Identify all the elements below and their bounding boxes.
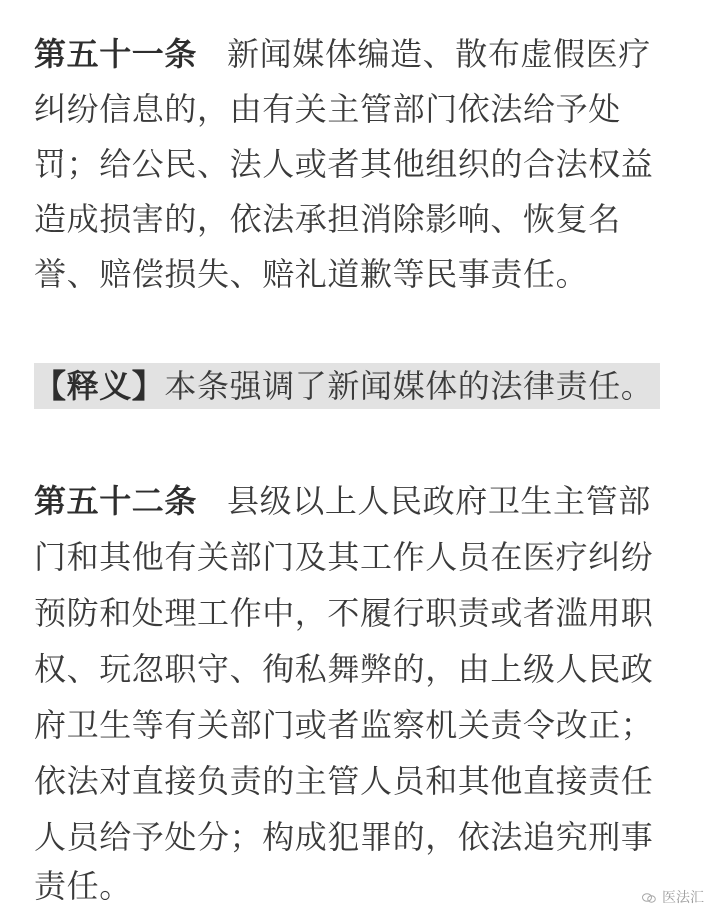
article-51-line-1 — [34, 34, 651, 74]
article-52-line-3: 预防和处理工作中，不履行职责或者滥用职 — [34, 594, 654, 632]
article-51-line-4: 造成损害的，依法承担消除影响、恢复名 — [34, 200, 621, 238]
interpretation-text: 本条强调了新闻媒体的法律责任。 — [164, 367, 654, 405]
article-51-text: 新闻媒体编造、散布虚假医疗 — [227, 35, 651, 73]
article-52-number: 第五十二条 — [34, 482, 198, 520]
article-52-text: 县级以上人民政府卫生主管部 — [227, 482, 651, 520]
wechat-icon — [642, 893, 656, 903]
article-51-line-5: 誉、赔偿损失、赔礼道歉等民事责任。 — [34, 255, 589, 293]
article-52-line-8: 责任。 — [34, 867, 132, 905]
watermark — [642, 890, 704, 906]
article-51-line-2: 纠纷信息的，由有关主管部门依法给予处 — [34, 90, 621, 128]
interpretation-line — [34, 366, 653, 406]
watermark-text: 医法汇 — [662, 890, 704, 906]
article-52-line-1 — [34, 481, 651, 521]
article-51-number: 第五十一条 — [34, 35, 198, 73]
article-52-line-4: 权、玩忽职守、徇私舞弊的，由上级人民政 — [34, 650, 654, 688]
article-52-line-5: 府卫生等有关部门或者监察机关责令改正； — [34, 706, 654, 744]
article-51-line-3: 罚；给公民、法人或者其他组织的合法权益 — [34, 145, 654, 183]
article-52-line-7: 人员给予处分；构成犯罪的，依法追究刑事 — [34, 818, 654, 856]
interpretation-label: 【释义】 — [34, 367, 165, 405]
article-52-line-2: 门和其他有关部门及其工作人员在医疗纠纷 — [34, 538, 654, 576]
article-52-line-6: 依法对直接负责的主管人员和其他直接责任 — [34, 762, 654, 800]
